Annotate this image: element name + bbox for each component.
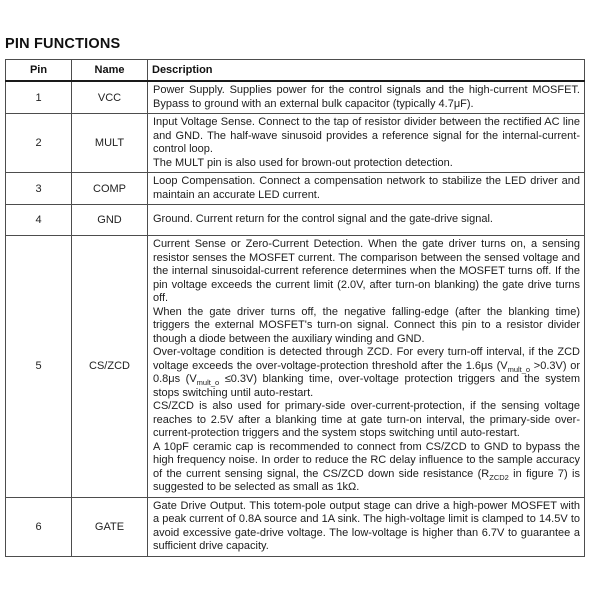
- pin-row: [6, 497, 585, 556]
- pin-number-cell: 3: [6, 173, 72, 205]
- pin-description-cell: [148, 81, 585, 114]
- pin-row: [6, 173, 585, 205]
- description-paragraph: When the gate driver turns off, the negative falling-edge (after the blanking time) triggers the external MOSFET's turn-on signal. Connect this pin to a resistor divider though a diode between the auxiliary winding and GND.: [153, 305, 580, 345]
- description-paragraph: A 10pF ceramic cap is recommended to connect from CS/ZCD to GND to bypass the high frequency noise. In order to reduce the RC delay influence to the sample accuracy of the current sensing signal, the CS/ZCD down side resistance ($R_{ZCD2}$ in figure 7) is suggested to be selected as small as 1kΩ.: [153, 440, 580, 493]
- pin-description-cell: [148, 173, 585, 205]
- pin-name-cell: CS/ZCD: [72, 236, 148, 498]
- description-paragraph: Power Supply. Supplies power for the control signals and the high-current MOSFET. Bypass to ground with an external bulk capacitor (typically 4.7μF).: [153, 84, 580, 110]
- pin-number-cell: 2: [6, 114, 72, 173]
- pin-number-cell: 6: [6, 497, 72, 556]
- description-paragraph: CS/ZCD is also used for primary-side over-current-protection, if the sensing voltage reaches to 2.5V after a blanking time at gate turn-on interval, the primary-side over-current-protection triggers and the system stops switching until auto-restart.: [153, 400, 580, 439]
- pin-name-cell: MULT: [72, 114, 148, 173]
- pin-row: [6, 114, 585, 173]
- header-pin: Pin: [6, 60, 72, 82]
- description-paragraph: Loop Compensation. Connect a compensation network to stabilize the LED driver and maintain an accurate LED current.: [153, 175, 580, 201]
- pin-number-cell: 4: [6, 205, 72, 236]
- description-paragraph: Input Voltage Sense. Connect to the tap of resistor divider between the rectified AC line and GND. The half-wave sinusoid provides a reference signal for the internal-current-control loop.: [153, 116, 580, 155]
- description-paragraph: Current Sense or Zero-Current Detection. When the gate driver turns on, a sensing resistor senses the MOSFET current. The comparison between the sensed voltage and the internal sinusoidal-current reference determines when the MOSFET turns off. If the pin voltage exceeds the current limit (2.0V, after turn-on blanking) the gate drive turns off.: [153, 238, 580, 304]
- description-paragraph: The MULT pin is also used for brown-out protection detection.: [153, 156, 453, 169]
- pin-number-cell: 1: [6, 81, 72, 114]
- pin-name-cell: COMP: [72, 173, 148, 205]
- pin-name-cell: GND: [72, 205, 148, 236]
- pin-description-cell: [148, 205, 585, 236]
- description-paragraph: Ground. Current return for the control signal and the gate-drive signal.: [153, 213, 493, 226]
- pin-table-body: [6, 81, 585, 556]
- pin-name-cell: GATE: [72, 497, 148, 556]
- pin-description-cell: [148, 497, 585, 556]
- pin-row: [6, 205, 585, 236]
- pin-description-cell: [148, 236, 585, 498]
- description-paragraph: Gate Drive Output. This totem-pole output stage can drive a high-power MOSFET with a peak current of 0.8A source and 1A sink. The high-voltage limit is clamped to 14.5V to avoid excessive gate-drive voltage. The low-voltage is higher than 6.7V to guarantee a sufficient drive capacity.: [153, 499, 580, 552]
- table-header-row: [6, 60, 585, 82]
- description-paragraph: Over-voltage condition is detected through ZCD. For every turn-off interval, if the ZCD voltage exceeds the over-voltage-protection threshold after the 1.6μs $(V_{mult\_o} >0.3V)$ or 0.8μs $(V_{mult\_o} \le 0.3V)$ blanking time, over-voltage protection triggers and the system stops switching until auto-restart.: [153, 346, 581, 399]
- page-title: PIN FUNCTIONS: [5, 36, 121, 52]
- pin-row: [6, 236, 585, 498]
- pin-row: [6, 81, 585, 114]
- pin-name-cell: VCC: [72, 81, 148, 114]
- pin-number-cell: 5: [6, 236, 72, 498]
- pin-functions-table: [5, 59, 585, 557]
- pin-description-cell: [148, 114, 585, 173]
- header-name: Name: [72, 60, 148, 82]
- header-description: Description: [148, 60, 585, 82]
